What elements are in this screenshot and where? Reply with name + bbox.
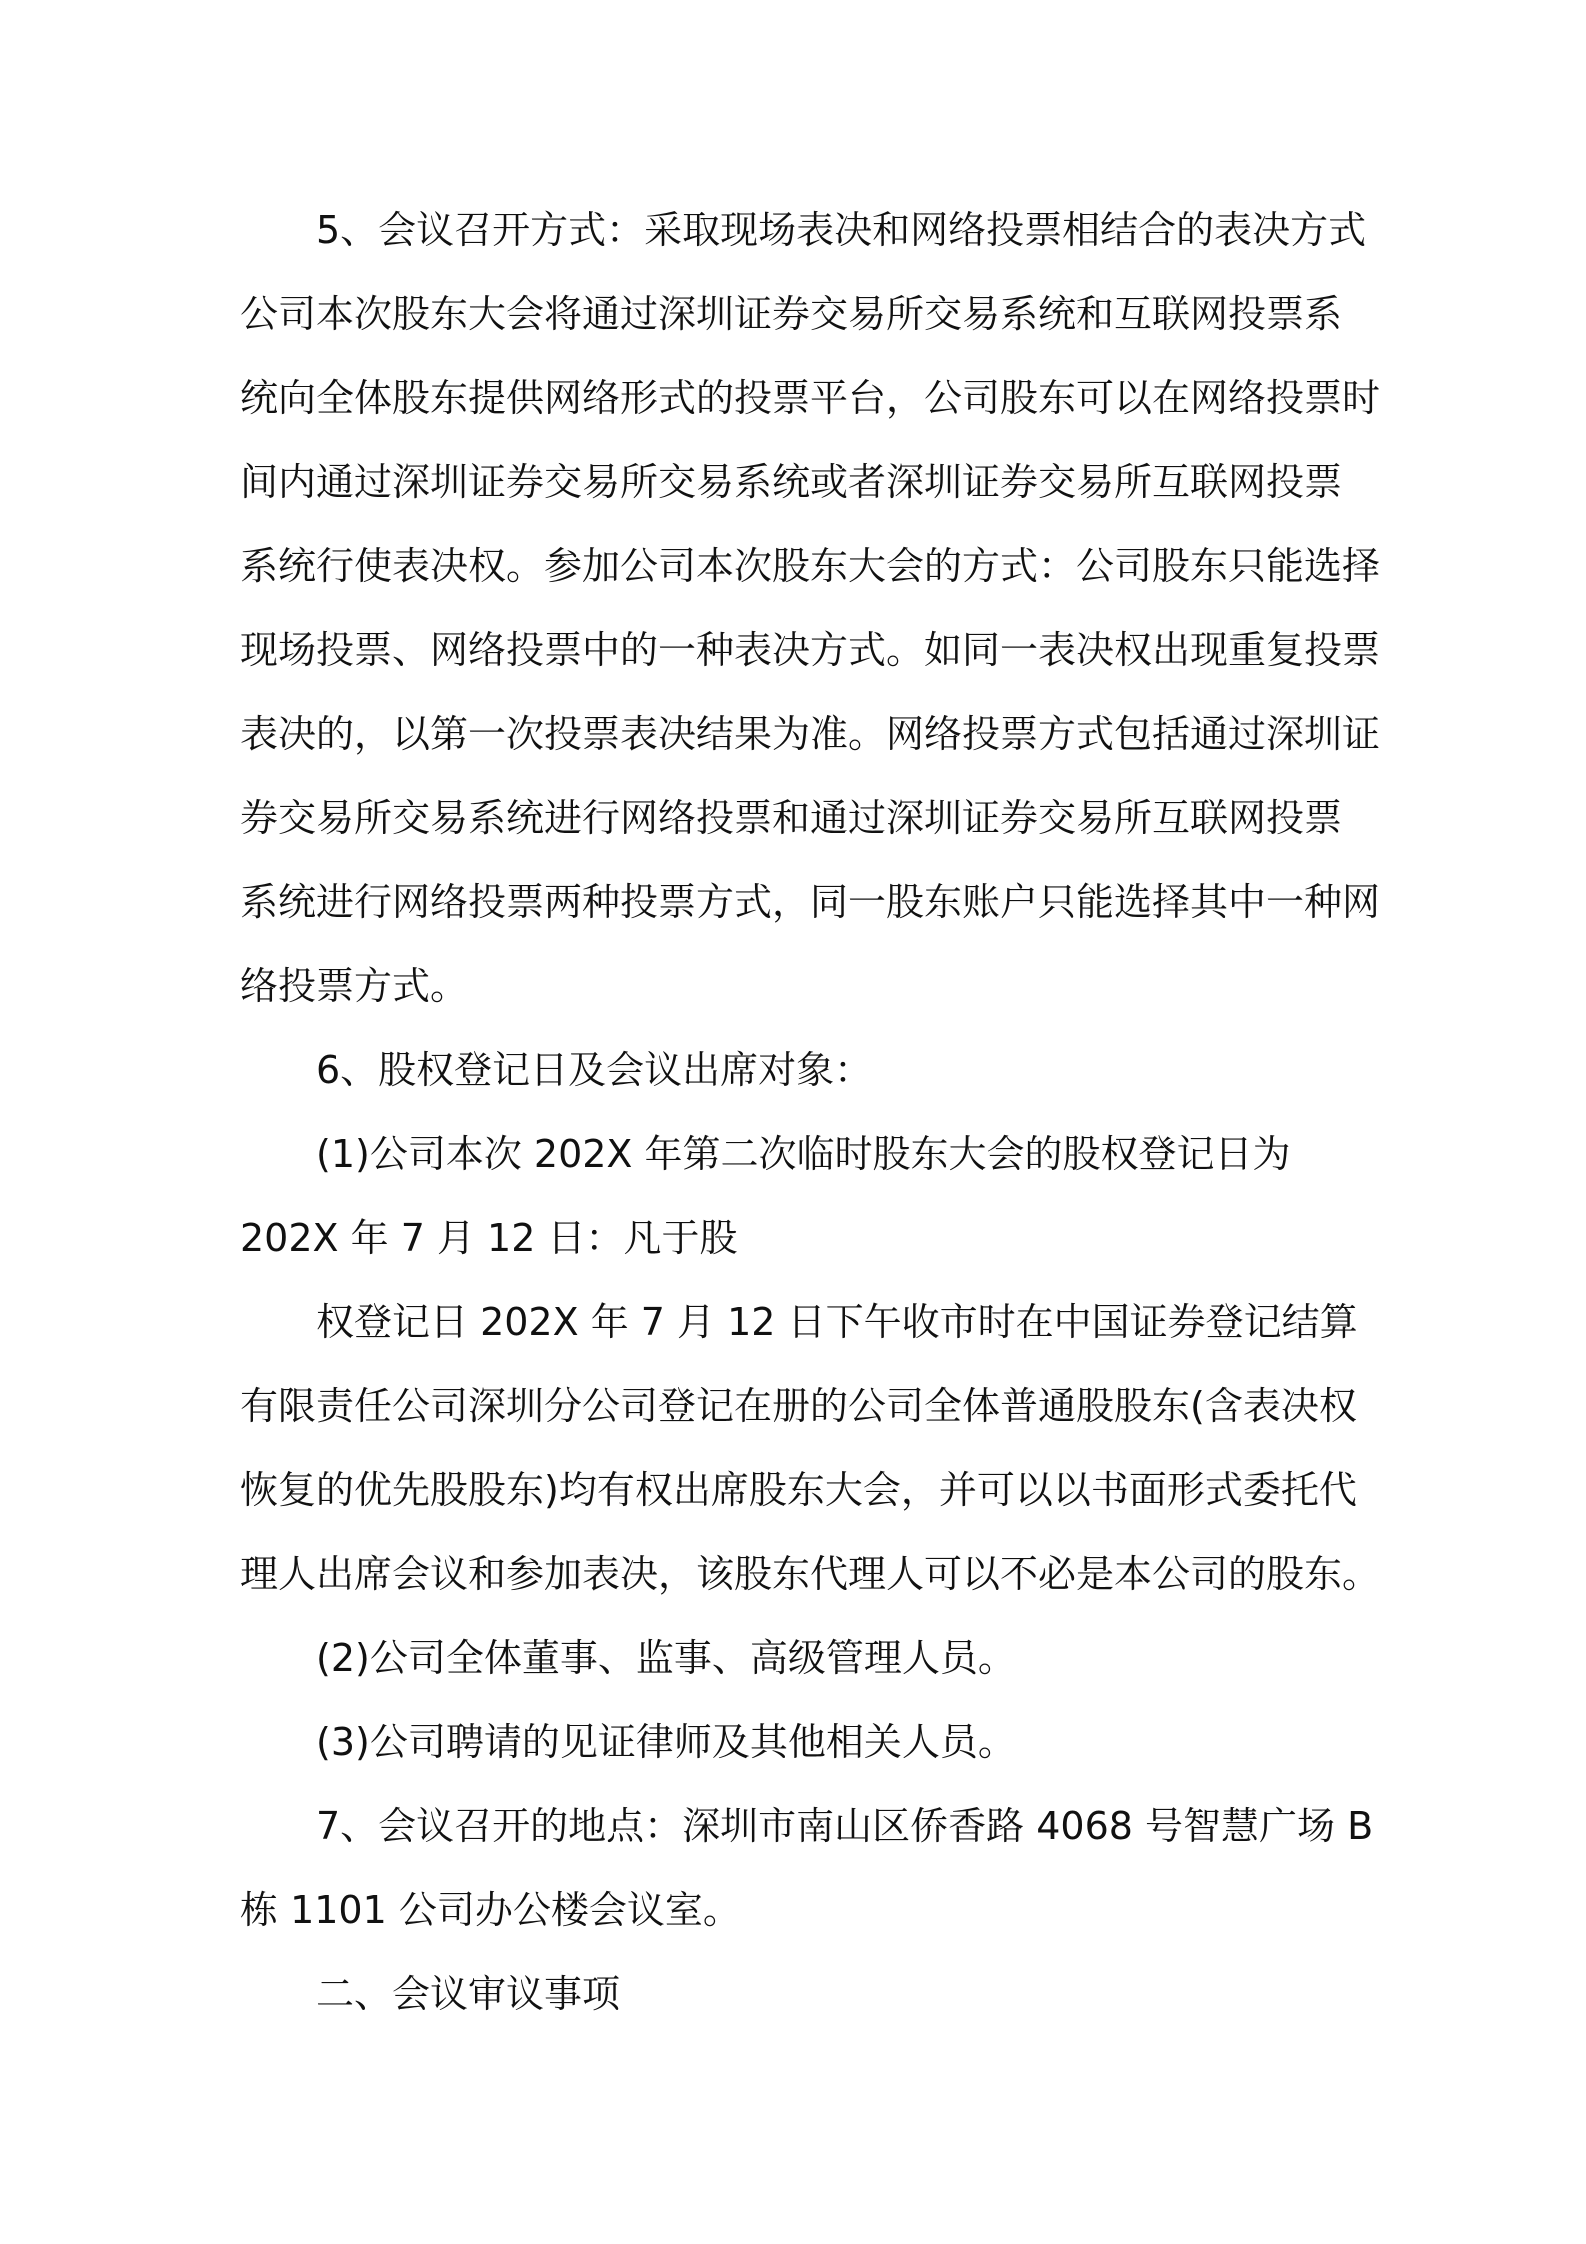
paragraph-line: 统向全体股东提供网络形式的投票平台，公司股东可以在网络投票时 (240, 376, 1381, 420)
section-heading: 二、会议审议事项 (316, 1972, 621, 2016)
paragraph-line: 有限责任公司深圳分公司登记在册的公司全体普通股股东(含表决权 (240, 1384, 1357, 1428)
paragraph-line: 现场投票、网络投票中的一种表决方式。如同一表决权出现重复投票 (240, 628, 1381, 672)
paragraph-line: 券交易所交易系统进行网络投票和通过深圳证券交易所互联网投票 (240, 796, 1343, 840)
section-heading: 7、会议召开的地点：深圳市南山区侨香路 4068 号智慧广场 B (316, 1804, 1374, 1848)
list-item: (3)公司聘请的见证律师及其他相关人员。 (316, 1720, 1016, 1764)
paragraph-line: 恢复的优先股股东)均有权出席股东大会，并可以以书面形式委托代 (240, 1468, 1357, 1512)
list-item: (2)公司全体董事、监事、高级管理人员。 (316, 1636, 1016, 1680)
paragraph-line: 间内通过深圳证券交易所交易系统或者深圳证券交易所互联网投票 (240, 460, 1343, 504)
paragraph-line: 系统进行网络投票两种投票方式，同一股东账户只能选择其中一种网 (240, 880, 1381, 924)
paragraph-line: 5、会议召开方式：采取现场表决和网络投票相结合的表决方式 (316, 208, 1367, 252)
section-heading: 6、股权登记日及会议出席对象： (316, 1048, 873, 1092)
paragraph-line: 权登记日 202X 年 7 月 12 日下午收市时在中国证券登记结算 (316, 1300, 1358, 1344)
list-item: (1)公司本次 202X 年第二次临时股东大会的股权登记日为 (316, 1132, 1291, 1176)
paragraph-line: 栋 1101 公司办公楼会议室。 (240, 1888, 741, 1932)
document-body (240, 188, 1381, 2036)
paragraph-line: 理人出席会议和参加表决，该股东代理人可以不必是本公司的股东。 (240, 1552, 1381, 1596)
paragraph-line: 络投票方式。 (240, 964, 469, 1008)
paragraph-line: 公司本次股东大会将通过深圳证券交易所交易系统和互联网投票系 (240, 292, 1343, 336)
paragraph-line: 系统行使表决权。参加公司本次股东大会的方式：公司股东只能选择 (240, 544, 1381, 588)
paragraph-line: 表决的，以第一次投票表决结果为准。网络投票方式包括通过深圳证 (240, 712, 1381, 756)
paragraph-line: 202X 年 7 月 12 日：凡于股 (240, 1216, 738, 1260)
